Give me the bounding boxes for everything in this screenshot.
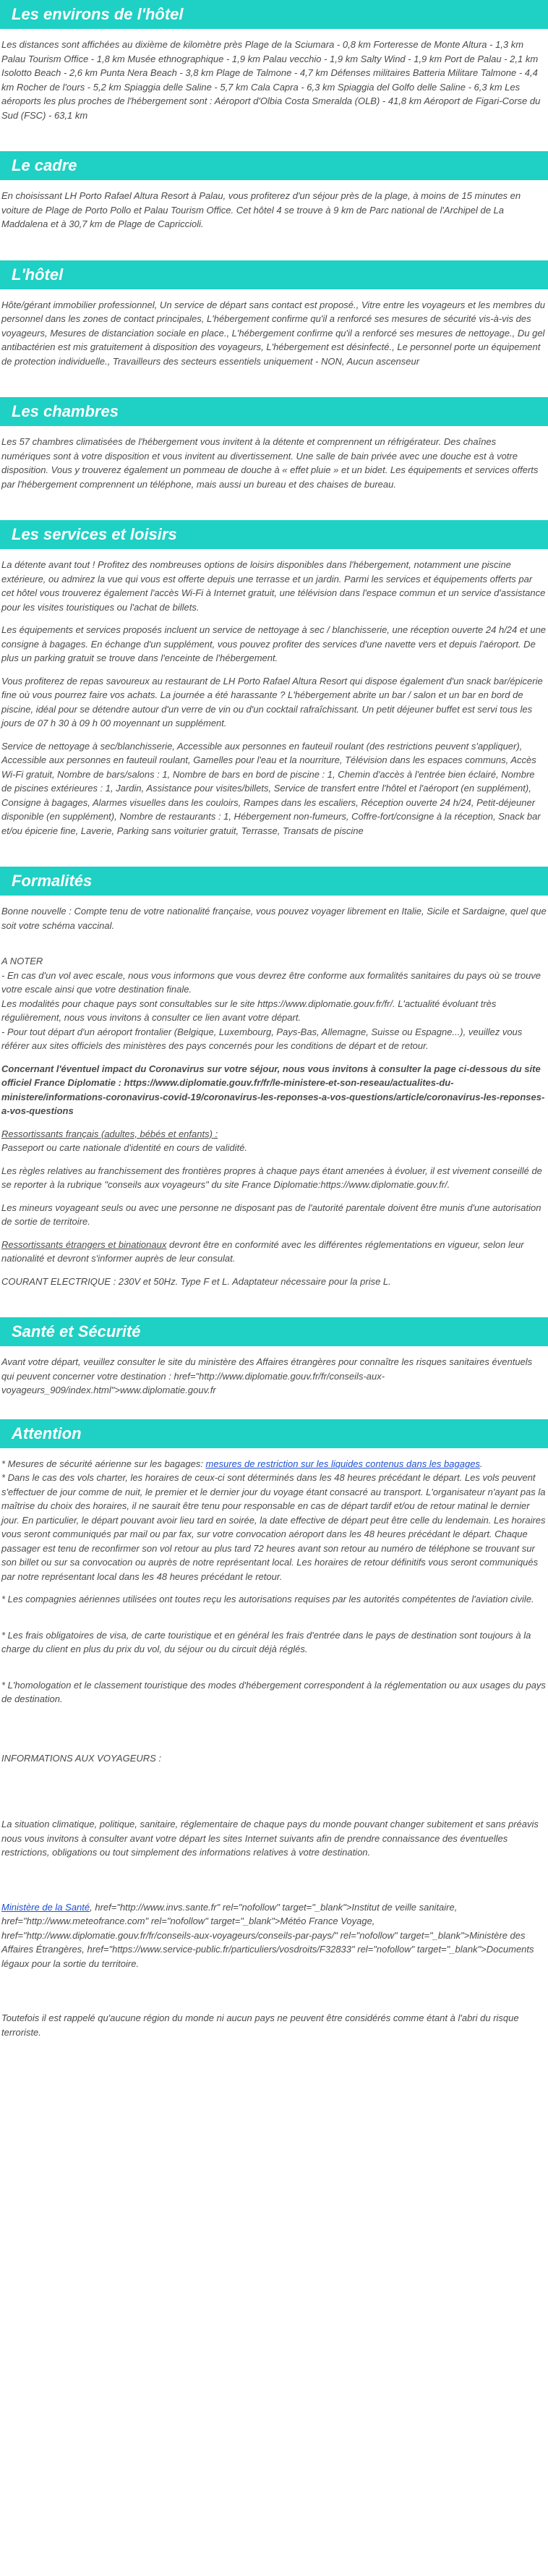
section-title-environs: Les environs de l'hôtel — [0, 0, 548, 29]
useful-links — [1, 1900, 547, 1971]
loisirs-paragraph-4: Service de nettoyage à sec/blanchisserie, Accessible aux personnes en fauteuil roulant (des restrictions peuvent s'appliquer), Accessible aux personnes en fauteuil roulant, Gamelles pour l'eau et la nourriture, Télévision dans les espaces communs, Accès Wi-Fi gratuit, Nombre de bars/salons : 1, Nombre de bars en bord de piscine : 1, Chemin d'accès à l'entrée bien éclairé, Nombre de piscines extérieures : 1, Jardin, Assistance pour visites/billets, Service de transfert entre l'hôtel et l'aéroport (en supplément), Consigne à bagages, Alarmes visuelles dans les couloirs, Rampes dans les escaliers, Réception ouverte 24 h/24, Petit-déjeuner disponible (en supplément), Nombre de restaurants : 1, Hébergement non-fumeurs, Coffre-fort/consigne à la réception, Snack bar et/ou épicerie fine, Laverie, Parking sans voiturier gratuit, Terrasse, Transats de piscine — [1, 740, 541, 836]
loisirs-paragraph-3: Vous profiterez de repas savoureux au restaurant de LH Porto Rafael Altura Resort qui dispose également d'un snack bar/épicerie fine où vous pourrez faire vos achats. La journée a été harassante ? L'hébergement abrite un bar / salon et un bar en bord de piscine, idéal pour se détendre autour d'un verre de vin ou d'un cocktail rafraîchissant. Un petit déjeuner buffet est servi tous les jours de 07 h 30 à 09 h 00 moyennant un supplément. — [1, 675, 543, 728]
section-sante — [0, 1317, 548, 1398]
chambres-text: Les 57 chambres climatisées de l'hébergement vous invitent à la détente et comprennent un réfrigérateur. Des chaînes numériques sont à votre disposition et vous invitent au divertissement. Une salle de bain privée avec une douche est à votre disposition. Vous y trouverez également un pommeau de douche à « effet pluie » et un bidet. Les équipements et services offerts par l'hébergement comprennent un téléphone, mais aussi un bureau et des chaises de bureau. — [1, 436, 539, 490]
section-formalites — [0, 867, 548, 1288]
loisirs-paragraph-2: Les équipements et services proposés incluent un service de nettoyage à sec / blanchisserie, une réception ouverte 24 h/24 et une consigne à bagages. En échange d'un supplément, vous pouvez profiter des services d'une navette vers et depuis l'aéroport. De plus un parking gratuit se trouve dans l'enceinte de l'hébergement. — [1, 624, 547, 663]
travellers-info-text: La situation climatique, politique, sanitaire, réglementaire de chaque pays du monde pouvant changer subitement et sans préavis nous vous invitons à consulter avant votre départ les sites Internet suivants afin de prendre connaissance des éventuelles restrictions, obligations ou tout simplement des informations relatives à votre destination. — [1, 1819, 539, 1858]
attention-luggage — [1, 1457, 547, 1471]
section-title-cadre: Le cadre — [0, 151, 548, 180]
border-rules-text: Les règles relatives au franchissement des frontières propres à chaque pays étant amenées à évoluer, il est vivement conseillé de se reporter à la rubrique "conseils aux voyageurs" du site France Diplomatie:https://www.diplomatie.gouv.fr/. — [1, 1165, 542, 1190]
environs-text: Les distances sont affichées au dixième de kilomètre près Plage de la Sciumara - 0,8 km Forteresse de Monte Altura - 1,3 km Palau Tourism Office - 1,8 km Musée ethnographique - 1,9 km Palau vecchio - 1,9 km Salty Wind - 1,9 km Port de Palau - 2,1 km Isolotto Beach - 2,6 km Punta Nera Beach - 3,8 km Plage de Talmone - 4,7 km Défenses militaires Batteria Militare Talmone - 4,4 km Rocher de l'ours - 5,2 km Spiaggia delle Saline - 5,7 km Cala Capra - 6,3 km Spiaggia del Golfo delle Saline - 6,3 km Les aéroports les plus proches de l'hébergement sont : Aéroport d'Olbia Costa Smeralda (OLB) - 41,8 km Aéroport de Figari-Corse du Sud (FSC) - 63,1 km — [1, 39, 541, 121]
attention-classification: * L'homologation et le classement touristique des modes d'hébergement correspondent à la réglementation ou aux usages du pays de destination. — [1, 1679, 546, 1704]
useful-links-text: , href="http://www.invs.sante.fr" rel="nofollow" target="_blank">Institut de veille sanitaire, href="http://www.meteofrance.com" rel="nofollow" target="_blank">Météo France Voyage, href="http://www.diplomatie.gouv.fr/fr/conseils-aux-voyageurs/conseils-par-pays/" rel="nofollow" target="_blank">Ministère des Affaires Étrangères, href="https://www.service-public.fr/particuliers/vosdroits/F32833" rel="nofollow" target="_blank">Documents légaux pour la sortie du territoire. — [1, 1901, 534, 1969]
foreign-nationals — [1, 1238, 547, 1266]
formalites-intro: Bonne nouvelle : Compte tenu de votre nationalité française, vous pouvez voyager librement en Italie, Sicile et Sardaigne, quel que soit votre schéma vaccinal. — [1, 906, 547, 931]
section-cadre — [0, 151, 548, 231]
hotel-text: Hôte/gérant immobilier professionnel, Un service de départ sans contact est proposé., Vitre entre les voyageurs et les membres du personnel dans les zones de contact principales, L'hébergement confirme qu'il a renforcé ses mesures de sécurité vis-à-vis des voyageurs, Mesures de distanciation sociale en place., L'hébergement confirme qu'il a renforcé ses mesures de nettoyage., Du gel antibactérien est mis gratuitement à disposition des voyageurs, L'hébergement est désinfecté., Le personnel porte un équipement de protection individuelle., Travailleurs des secteurs essentiels uniquement - NON, Aucun ascenseur — [1, 299, 545, 367]
section-title-loisirs: Les services et loisirs — [0, 520, 548, 549]
foreign-nationals-text: devront être en conformité avec les différentes réglementations en vigueur, selon leur nationalité et devront s'informer auprès de leur consulat. — [1, 1238, 524, 1264]
foreign-nationals-title: Ressortissants étrangers et binationaux — [1, 1238, 167, 1250]
section-title-chambres: Les chambres — [0, 397, 548, 426]
a-noter-line-1: - En cas d'un vol avec escale, nous vous informons que vous devrez être conforme aux formalités sanitaires du pays où se trouve votre escale ainsi que votre destination finale. — [1, 969, 541, 995]
french-nationals-text: Passeport ou carte nationale d'identité en cours de validité. — [1, 1142, 247, 1153]
section-title-sante: Santé et Sécurité — [0, 1317, 548, 1346]
section-title-hotel: L'hôtel — [0, 260, 548, 289]
a-noter-line-3: - Pour tout départ d'un aéroport frontalier (Belgique, Luxembourg, Pays-Bas, Allemagne, Suisse ou Espagne...), veuillez vous référer aux sites officiels des ministères des pays concernés pour les conditions de départ et de retour. — [1, 1026, 523, 1051]
attention-visa-fees: * Les frais obligatoires de visa, de carte touristique et en général les frais d'entrée dans le pays de destination sont toujours à la charge du client en plus du prix du vol, du séjour ou du circuit déjà réglés. — [1, 1629, 531, 1654]
french-nationals-title: Ressortissants français (adultes, bébés et enfants) : — [1, 1128, 218, 1139]
loisirs-paragraph-1: La détente avant tout ! Profitez des nombreuses options de loisirs disponibles dans l'hébergement, notamment une piscine extérieure, ou admirez la vue qui vous est offerte depuis une terrasse et un jardin. Parmi les services et équipements offerts par cet hôtel vous trouverez également l'accès Wi-Fi à Internet gratuit, une télévision dans l'espace commun et un service d'assistance pour les visites touristiques ou l'achat de billets. — [1, 559, 546, 613]
sante-text: Avant votre départ, veuillez consulter le site du ministère des Affaires étrangères pour connaître les risques sanitaires éventuels qui peuvent concerner votre destination : href="http://www.diplomatie.gouv.fr/fr/conseils-aux-voyageurs_909/index.html">www.diplomatie.gouv.fr — [1, 1356, 533, 1395]
section-environs — [0, 0, 548, 122]
terrorism-notice: Toutefois il est rappelé qu'aucune région du monde ni aucun pays ne peuvent être considérés comme étant à l'abri du risque terroriste. — [1, 2012, 519, 2038]
attention-luggage-suffix: . — [479, 1458, 483, 1469]
a-noter-line-2: Les modalités pour chaque pays sont consultables sur le site https://www.diplomatie.gouv.fr/fr/. L'actualité évoluant très régulièrement, nous vous invitons à consulter ce lien avant votre départ. — [1, 998, 497, 1023]
section-chambres — [0, 397, 548, 491]
covid-notice: Concernant l'éventuel impact du Coronavirus sur votre séjour, nous vous invitons à consulter la page ci-dessous du site officiel France Diplomatie : https://www.diplomatie.gouv.fr/fr/le-ministere-et-son-reseau/actualites-du-ministere/informations-coronavirus-covid-19/coronavirus-les-reponses-a-vos-questions/article/coronavirus-les-reponses-a-vos-questions — [1, 1063, 545, 1116]
electricity-text: COURANT ELECTRIQUE : 230V et 50Hz. Type F et L. Adaptateur nécessaire pour la prise L. — [1, 1275, 391, 1287]
health-ministry-link[interactable]: Ministère de la Santé — [1, 1901, 90, 1913]
a-noter-title: A NOTER — [1, 956, 43, 966]
liquids-restriction-link[interactable]: mesures de restriction sur les liquides contenus dans les bagages — [205, 1458, 480, 1469]
attention-charter-flights: * Dans le cas des vols charter, les horaires de ceux-ci sont déterminés dans les 48 heures précédant le départ. Les vols peuvent s'effectuer de jour comme de nuit, le premier et le dernier jour du voyage étant consacré au transport. L'organisateur n'ayant pas la maîtrise du choix des horaires, il ne saurait être tenu pour responsable en cas de départ tardif et/ou de retour matinal le dernier jour. En particulier, le départ pouvant avoir lieu tard en soirée, la date effective de départ peut être celle du lendemain. Les horaires vous seront communiqués par mail ou par fax, sur votre convocation aéroport dans les 48 heures précédant le départ. Chaque passager est tenu de reconfirmer son vol retour au plus tard 72 heures avant son retour au numéro de téléphone se trouvant sur son billet ou sur sa convocation ou auprès de notre représentant local. Les horaires de retour définitifs vous seront communiqués par notre représentant local dans les 48 heures précédant le retour. — [1, 1472, 546, 1582]
section-loisirs — [0, 520, 548, 838]
attention-luggage-prefix: * Mesures de sécurité aérienne sur les bagages: — [1, 1458, 206, 1469]
section-attention — [0, 1419, 548, 2040]
attention-airlines: * Les compagnies aériennes utilisées ont toutes reçu les autorisations requises par les autorités compétentes de l'aviation civile. — [1, 1594, 534, 1604]
section-title-formalites: Formalités — [0, 867, 548, 896]
travellers-info-title: INFORMATIONS AUX VOYAGEURS : — [1, 1752, 162, 1764]
section-hotel — [0, 260, 548, 369]
section-title-attention: Attention — [0, 1419, 548, 1448]
minors-text: Les mineurs voyageant seuls ou avec une personne ne disposant pas de l'autorité parentale doivent être munis d'une autorisation de sortie de territoire. — [1, 1202, 541, 1227]
cadre-text: En choisissant LH Porto Rafael Altura Resort à Palau, vous profiterez d'un séjour près de la plage, à moins de 15 minutes en voiture de Plage de Porto Pollo et Palau Tourism Office. Cet hôtel 4 se trouve à 9 km de Parc national de l'Archipel de La Maddalena et à 30,7 km de Plage de Capriccioli. — [1, 190, 521, 229]
